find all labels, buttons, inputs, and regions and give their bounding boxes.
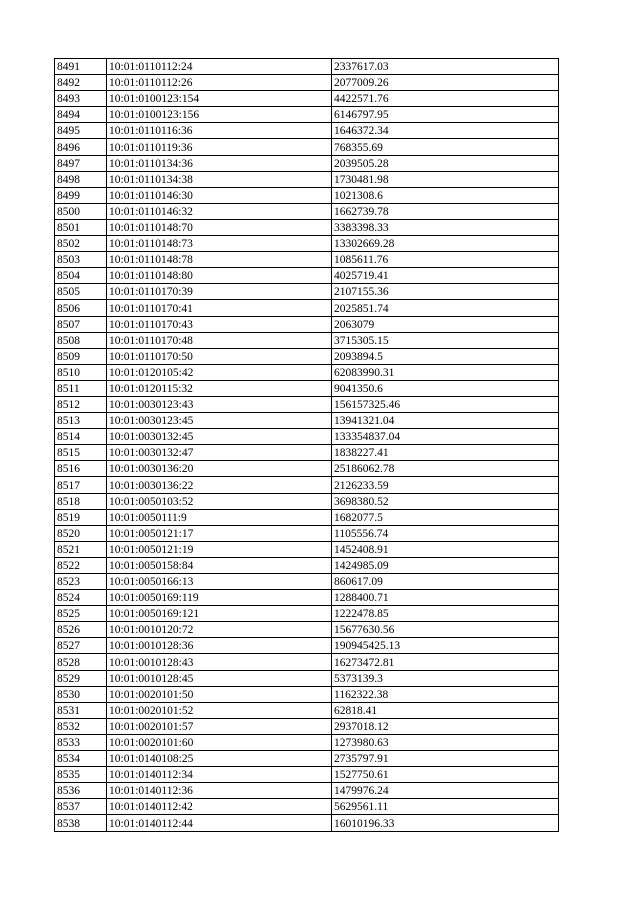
table-row <box>55 670 559 686</box>
cadastral-number-cell: 10:01:0030123:43 <box>107 396 332 412</box>
value-cell: 13302669.28 <box>332 236 559 252</box>
cadastral-number-cell: 10:01:0050111:9 <box>107 509 332 525</box>
document-page <box>54 58 559 832</box>
row-number-cell: 8513 <box>55 413 107 429</box>
row-number-cell: 8519 <box>55 509 107 525</box>
table-row <box>55 493 559 509</box>
row-number-cell: 8516 <box>55 461 107 477</box>
cadastral-number-cell: 10:01:0110148:70 <box>107 219 332 235</box>
table-row <box>55 252 559 268</box>
table-row <box>55 219 559 235</box>
row-number-cell: 8493 <box>55 91 107 107</box>
value-cell: 1527750.61 <box>332 767 559 783</box>
cadastral-number-cell: 10:01:0110116:36 <box>107 123 332 139</box>
row-number-cell: 8534 <box>55 751 107 767</box>
row-number-cell: 8501 <box>55 219 107 235</box>
cadastral-number-cell: 10:01:0100123:156 <box>107 107 332 123</box>
cadastral-number-cell: 10:01:0140112:44 <box>107 815 332 831</box>
table-row <box>55 268 559 284</box>
row-number-cell: 8523 <box>55 574 107 590</box>
cadastral-number-cell: 10:01:0110170:48 <box>107 332 332 348</box>
value-cell: 1273980.63 <box>332 734 559 750</box>
row-number-cell: 8538 <box>55 815 107 831</box>
value-cell: 1162322.38 <box>332 686 559 702</box>
row-number-cell: 8498 <box>55 171 107 187</box>
row-number-cell: 8509 <box>55 348 107 364</box>
row-number-cell: 8515 <box>55 445 107 461</box>
value-cell: 1222478.85 <box>332 606 559 622</box>
cadastral-number-cell: 10:01:0120105:42 <box>107 364 332 380</box>
cadastral-number-cell: 10:01:0140112:42 <box>107 799 332 815</box>
value-cell: 1479976.24 <box>332 783 559 799</box>
table-row <box>55 203 559 219</box>
table-row <box>55 734 559 750</box>
row-number-cell: 8504 <box>55 268 107 284</box>
value-cell: 1838227.41 <box>332 445 559 461</box>
table-row <box>55 413 559 429</box>
row-number-cell: 8532 <box>55 718 107 734</box>
row-number-cell: 8496 <box>55 139 107 155</box>
cadastral-number-cell: 10:01:0020101:60 <box>107 734 332 750</box>
table-row <box>55 654 559 670</box>
row-number-cell: 8521 <box>55 541 107 557</box>
table-row <box>55 525 559 541</box>
row-number-cell: 8506 <box>55 300 107 316</box>
value-cell: 156157325.46 <box>332 396 559 412</box>
cadastral-number-cell: 10:01:0140112:34 <box>107 767 332 783</box>
row-number-cell: 8517 <box>55 477 107 493</box>
table-row <box>55 606 559 622</box>
table-row <box>55 445 559 461</box>
value-cell: 2039505.28 <box>332 155 559 171</box>
table-row <box>55 107 559 123</box>
value-cell: 1424985.09 <box>332 557 559 573</box>
table-row <box>55 348 559 364</box>
cadastral-number-cell: 10:01:0030132:45 <box>107 429 332 445</box>
value-cell: 25186062.78 <box>332 461 559 477</box>
row-number-cell: 8505 <box>55 284 107 300</box>
table-row <box>55 815 559 831</box>
table-row <box>55 155 559 171</box>
cadastral-number-cell: 10:01:0030123:45 <box>107 413 332 429</box>
row-number-cell: 8520 <box>55 525 107 541</box>
value-cell: 1105556.74 <box>332 525 559 541</box>
cadastral-number-cell: 10:01:0010120:72 <box>107 622 332 638</box>
cadastral-number-cell: 10:01:0140112:36 <box>107 783 332 799</box>
value-cell: 4025719.41 <box>332 268 559 284</box>
cadastral-number-cell: 10:01:0020101:50 <box>107 686 332 702</box>
value-cell: 1730481.98 <box>332 171 559 187</box>
row-number-cell: 8497 <box>55 155 107 171</box>
table-row <box>55 751 559 767</box>
table-row <box>55 590 559 606</box>
cadastral-number-cell: 10:01:0110170:43 <box>107 316 332 332</box>
row-number-cell: 8514 <box>55 429 107 445</box>
table-row <box>55 461 559 477</box>
value-cell: 6146797.95 <box>332 107 559 123</box>
row-number-cell: 8525 <box>55 606 107 622</box>
value-cell: 16273472.81 <box>332 654 559 670</box>
table-row <box>55 171 559 187</box>
cadastral-number-cell: 10:01:0110148:80 <box>107 268 332 284</box>
row-number-cell: 8491 <box>55 59 107 75</box>
value-cell: 2077009.26 <box>332 75 559 91</box>
row-number-cell: 8510 <box>55 364 107 380</box>
table-row <box>55 284 559 300</box>
cadastral-number-cell: 10:01:0050166:13 <box>107 574 332 590</box>
table-row <box>55 541 559 557</box>
table-row <box>55 574 559 590</box>
cadastral-number-cell: 10:01:0110146:30 <box>107 187 332 203</box>
table-row <box>55 396 559 412</box>
value-cell: 3698380.52 <box>332 493 559 509</box>
value-cell: 1662739.78 <box>332 203 559 219</box>
value-cell: 4422571.76 <box>332 91 559 107</box>
row-number-cell: 8535 <box>55 767 107 783</box>
cadastral-number-cell: 10:01:0020101:57 <box>107 718 332 734</box>
cadastral-number-cell: 10:01:0050121:17 <box>107 525 332 541</box>
table-row <box>55 364 559 380</box>
value-cell: 2735797.91 <box>332 751 559 767</box>
table-row <box>55 380 559 396</box>
table-row <box>55 91 559 107</box>
cadastral-number-cell: 10:01:0050169:119 <box>107 590 332 606</box>
row-number-cell: 8507 <box>55 316 107 332</box>
table-row <box>55 332 559 348</box>
cadastral-number-cell: 10:01:0010128:45 <box>107 670 332 686</box>
row-number-cell: 8500 <box>55 203 107 219</box>
row-number-cell: 8502 <box>55 236 107 252</box>
value-cell: 2126233.59 <box>332 477 559 493</box>
table-row <box>55 783 559 799</box>
cadastral-number-cell: 10:01:0110112:26 <box>107 75 332 91</box>
table-row <box>55 75 559 91</box>
value-cell: 5629561.11 <box>332 799 559 815</box>
table-row <box>55 316 559 332</box>
value-cell: 2093894.5 <box>332 348 559 364</box>
cadastral-number-cell: 10:01:0110170:41 <box>107 300 332 316</box>
value-cell: 13941321.04 <box>332 413 559 429</box>
table-row <box>55 123 559 139</box>
row-number-cell: 8518 <box>55 493 107 509</box>
table-row <box>55 187 559 203</box>
value-cell: 2025851.74 <box>332 300 559 316</box>
row-number-cell: 8522 <box>55 557 107 573</box>
table-row <box>55 622 559 638</box>
value-cell: 15677630.56 <box>332 622 559 638</box>
row-number-cell: 8527 <box>55 638 107 654</box>
row-number-cell: 8528 <box>55 654 107 670</box>
table-row <box>55 236 559 252</box>
table-row <box>55 718 559 734</box>
row-number-cell: 8503 <box>55 252 107 268</box>
cadastral-number-cell: 10:01:0010128:43 <box>107 654 332 670</box>
table-row <box>55 557 559 573</box>
cadastral-number-cell: 10:01:0110112:24 <box>107 59 332 75</box>
value-cell: 16010196.33 <box>332 815 559 831</box>
value-cell: 1646372.34 <box>332 123 559 139</box>
value-cell: 3383398.33 <box>332 219 559 235</box>
cadastral-number-cell: 10:01:0030136:20 <box>107 461 332 477</box>
row-number-cell: 8495 <box>55 123 107 139</box>
row-number-cell: 8531 <box>55 702 107 718</box>
value-cell: 62083990.31 <box>332 364 559 380</box>
cadastral-number-cell: 10:01:0110134:38 <box>107 171 332 187</box>
cadastral-number-cell: 10:01:0020101:52 <box>107 702 332 718</box>
value-cell: 1085611.76 <box>332 252 559 268</box>
row-number-cell: 8533 <box>55 734 107 750</box>
cadastral-number-cell: 10:01:0050121:19 <box>107 541 332 557</box>
row-number-cell: 8526 <box>55 622 107 638</box>
value-cell: 3715305.15 <box>332 332 559 348</box>
cadastral-number-cell: 10:01:0140108:25 <box>107 751 332 767</box>
value-cell: 5373139.3 <box>332 670 559 686</box>
cadastral-number-cell: 10:01:0030136:22 <box>107 477 332 493</box>
table-row <box>55 799 559 815</box>
data-table <box>54 58 559 832</box>
row-number-cell: 8524 <box>55 590 107 606</box>
value-cell: 133354837.04 <box>332 429 559 445</box>
value-cell: 9041350.6 <box>332 380 559 396</box>
value-cell: 2337617.03 <box>332 59 559 75</box>
row-number-cell: 8537 <box>55 799 107 815</box>
table-row <box>55 429 559 445</box>
value-cell: 1288400.71 <box>332 590 559 606</box>
value-cell: 1682077.5 <box>332 509 559 525</box>
value-cell: 190945425.13 <box>332 638 559 654</box>
table-row <box>55 686 559 702</box>
cadastral-number-cell: 10:01:0050169:121 <box>107 606 332 622</box>
table-row <box>55 702 559 718</box>
cadastral-number-cell: 10:01:0110134:36 <box>107 155 332 171</box>
table-row <box>55 638 559 654</box>
row-number-cell: 8512 <box>55 396 107 412</box>
cadastral-number-cell: 10:01:0050103:52 <box>107 493 332 509</box>
row-number-cell: 8529 <box>55 670 107 686</box>
row-number-cell: 8492 <box>55 75 107 91</box>
row-number-cell: 8499 <box>55 187 107 203</box>
row-number-cell: 8511 <box>55 380 107 396</box>
table-body <box>55 59 559 832</box>
cadastral-number-cell: 10:01:0030132:47 <box>107 445 332 461</box>
value-cell: 62818.41 <box>332 702 559 718</box>
cadastral-number-cell: 10:01:0110146:32 <box>107 203 332 219</box>
table-row <box>55 477 559 493</box>
value-cell: 2063079 <box>332 316 559 332</box>
cadastral-number-cell: 10:01:0100123:154 <box>107 91 332 107</box>
cadastral-number-cell: 10:01:0110148:73 <box>107 236 332 252</box>
value-cell: 1452408.91 <box>332 541 559 557</box>
row-number-cell: 8508 <box>55 332 107 348</box>
cadastral-number-cell: 10:01:0050158:84 <box>107 557 332 573</box>
value-cell: 768355.69 <box>332 139 559 155</box>
table-row <box>55 767 559 783</box>
table-row <box>55 300 559 316</box>
cadastral-number-cell: 10:01:0120115:32 <box>107 380 332 396</box>
value-cell: 1021308.6 <box>332 187 559 203</box>
row-number-cell: 8536 <box>55 783 107 799</box>
value-cell: 2937018.12 <box>332 718 559 734</box>
table-row <box>55 509 559 525</box>
cadastral-number-cell: 10:01:0110170:39 <box>107 284 332 300</box>
value-cell: 860617.09 <box>332 574 559 590</box>
table-row <box>55 59 559 75</box>
table-row <box>55 139 559 155</box>
cadastral-number-cell: 10:01:0110170:50 <box>107 348 332 364</box>
value-cell: 2107155.36 <box>332 284 559 300</box>
cadastral-number-cell: 10:01:0110119:36 <box>107 139 332 155</box>
cadastral-number-cell: 10:01:0110148:78 <box>107 252 332 268</box>
cadastral-number-cell: 10:01:0010128:36 <box>107 638 332 654</box>
row-number-cell: 8494 <box>55 107 107 123</box>
row-number-cell: 8530 <box>55 686 107 702</box>
